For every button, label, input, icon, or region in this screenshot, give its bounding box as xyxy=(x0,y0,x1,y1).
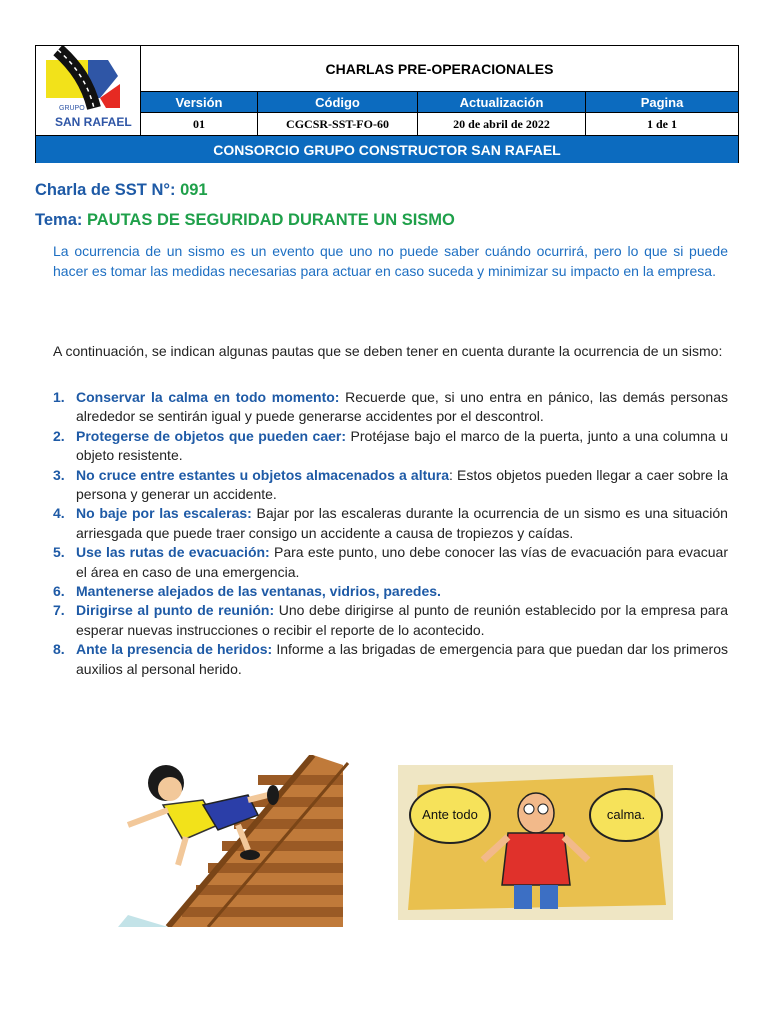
intro-paragraph: La ocurrencia de un sismo es un evento que uno no puede saber cuándo ocurrirá, pero lo que si puede hacer es tomar las medidas necesarias para actuar en caso suceda y minimizar su impacto en la empresa. xyxy=(53,243,728,279)
bubble-right-text: calma. xyxy=(606,807,646,822)
item-key: Use las rutas de evacuación: xyxy=(76,544,270,561)
list-item xyxy=(53,582,728,601)
item-text: Bajar por las escaleras durante la ocurrencia de un sismo es una situación arriesgada que puede traer consigo un accidente a causa de tropiezos y caídas. xyxy=(76,505,728,541)
item-text: : Estos objetos pueden llegar a caer sobre la persona y generar un accidente. xyxy=(76,466,728,503)
list-item xyxy=(53,466,728,505)
form-title: CHARLAS PRE-OPERACIONALES xyxy=(141,46,738,92)
item-key: No cruce entre estantes u objetos almacenados a altura xyxy=(76,466,450,483)
safety-guidelines-list xyxy=(53,388,728,679)
value-code: CGCSR-SST-FO-60 xyxy=(258,113,418,135)
company-logo xyxy=(36,46,141,135)
talk-number-heading xyxy=(35,181,208,200)
item-number: 4. xyxy=(53,505,65,522)
label-page: Pagina xyxy=(640,94,684,110)
item-number: 6. xyxy=(53,583,65,600)
item-text: Recuerde que, si uno entra en pánico, las demás personas alrededor se sentirán igual y puede generarse accidentes por el descontrol. xyxy=(76,389,728,425)
item-text: Protéjase bajo el marco de la puerta, junto a una columna u objeto resistente. xyxy=(76,427,728,464)
document-header xyxy=(35,45,739,163)
item-number: 3. xyxy=(53,466,65,483)
list-item xyxy=(53,388,728,427)
item-key: Mantenerse alejados de las ventanas, vidrios, paredes. xyxy=(76,583,441,600)
list-item xyxy=(53,640,728,679)
list-item xyxy=(53,504,728,543)
label-code: Código xyxy=(258,92,418,112)
value-version: 01 xyxy=(141,113,258,135)
stairs-fall-illustration xyxy=(108,755,353,927)
label-version: Versión xyxy=(141,92,258,112)
lead-paragraph: A continuación, se indican algunas pautas que se deben tener en cuenta durante la ocurrencia de un sismo: xyxy=(53,343,723,359)
topic-value: PAUTAS DE SEGURIDAD DURANTE UN SISMO xyxy=(86,211,455,229)
item-number: 1. xyxy=(53,389,65,405)
value-update: 20 de abril de 2022 xyxy=(418,113,586,135)
value-page: 1 de 1 xyxy=(647,116,677,131)
topic-heading xyxy=(35,211,455,230)
item-key: Ante la presencia de heridos: xyxy=(76,641,273,658)
item-text: Uno debe dirigirse al punto de reunión establecido por la empresa para esperar nuevas instrucciones o recibir el reporte de lo acontecido. xyxy=(76,602,729,638)
header-values xyxy=(141,113,738,135)
logo-group-text: GRUPO xyxy=(59,105,85,112)
talk-number-value: 091 xyxy=(180,181,208,199)
label-update: Actualización xyxy=(418,92,586,112)
item-number: 5. xyxy=(53,544,65,561)
stay-calm-illustration xyxy=(398,765,673,920)
item-text: Informe a las brigadas de emergencia para que puedan dar los primeros auxilios al personal herido. xyxy=(76,641,728,677)
company-name: CONSORCIO GRUPO CONSTRUCTOR SAN RAFAEL xyxy=(36,135,738,163)
header-labels xyxy=(141,92,738,113)
item-key: Protegerse de objetos que pueden caer: xyxy=(76,427,347,444)
logo-name-text: SAN RAFAEL xyxy=(55,115,132,129)
bubble-left-text: Ante todo xyxy=(422,807,478,822)
item-key: No baje por las escaleras: xyxy=(76,505,252,522)
topic-label: Tema: xyxy=(35,211,83,229)
talk-number-label: Charla de SST N°: xyxy=(35,181,176,199)
list-item xyxy=(53,427,728,466)
item-number: 2. xyxy=(53,427,65,444)
item-number: 8. xyxy=(53,641,65,658)
list-item xyxy=(53,543,728,582)
item-number: 7. xyxy=(53,602,65,619)
item-text: Para este punto, uno debe conocer las vías de evacuación para evacuar el área en caso de una emergencia. xyxy=(76,544,728,580)
list-item xyxy=(53,601,728,640)
item-key: Conservar la calma en todo momento: xyxy=(76,389,340,405)
item-key: Dirigirse al punto de reunión: xyxy=(76,602,275,619)
